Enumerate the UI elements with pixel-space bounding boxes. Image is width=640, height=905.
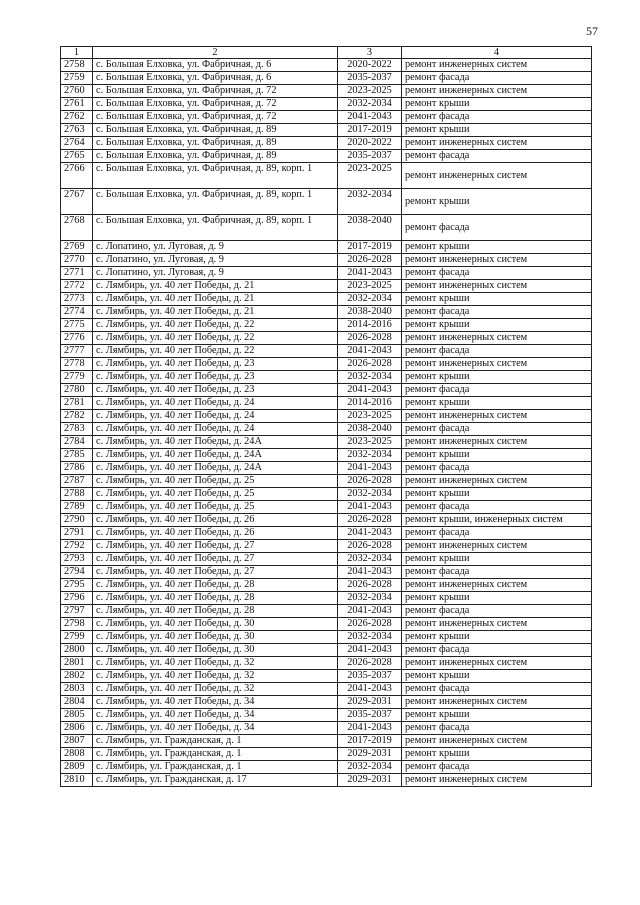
row-work-type: ремонт крыши bbox=[402, 449, 592, 462]
row-address: с. Лямбирь, ул. 40 лет Победы, д. 34 bbox=[93, 709, 338, 722]
row-period: 2026-2028 bbox=[338, 540, 402, 553]
row-number: 2800 bbox=[61, 644, 93, 657]
row-number: 2803 bbox=[61, 683, 93, 696]
table-row bbox=[61, 384, 592, 397]
table-row bbox=[61, 540, 592, 553]
repair-schedule-table bbox=[60, 46, 592, 787]
row-work-type: ремонт крыши bbox=[402, 124, 592, 137]
row-period: 2029-2031 bbox=[338, 696, 402, 709]
row-number: 2795 bbox=[61, 579, 93, 592]
row-work-type: ремонт крыши bbox=[402, 488, 592, 501]
row-work-type: ремонт фасада bbox=[402, 683, 592, 696]
row-work-type: ремонт инженерных систем bbox=[402, 254, 592, 267]
row-number: 2805 bbox=[61, 709, 93, 722]
row-address: с. Лямбирь, ул. Гражданская, д. 17 bbox=[93, 774, 338, 787]
row-number: 2788 bbox=[61, 488, 93, 501]
row-period: 2014-2016 bbox=[338, 397, 402, 410]
row-number: 2810 bbox=[61, 774, 93, 787]
table-row bbox=[61, 761, 592, 774]
row-period: 2017-2019 bbox=[338, 241, 402, 254]
row-number: 2807 bbox=[61, 735, 93, 748]
row-address: с. Лямбирь, ул. 40 лет Победы, д. 32 bbox=[93, 683, 338, 696]
row-work-type: ремонт фасада bbox=[402, 267, 592, 280]
row-work-type: ремонт инженерных систем bbox=[402, 137, 592, 150]
row-period: 2041-2043 bbox=[338, 501, 402, 514]
row-work-type: ремонт фасада bbox=[402, 345, 592, 358]
row-address: с. Лопатино, ул. Луговая, д. 9 bbox=[93, 254, 338, 267]
row-number: 2799 bbox=[61, 631, 93, 644]
row-period: 2026-2028 bbox=[338, 579, 402, 592]
row-period: 2041-2043 bbox=[338, 722, 402, 735]
row-address: с. Лямбирь, ул. 40 лет Победы, д. 21 bbox=[93, 306, 338, 319]
row-number: 2796 bbox=[61, 592, 93, 605]
row-number: 2783 bbox=[61, 423, 93, 436]
row-number: 2790 bbox=[61, 514, 93, 527]
row-address: с. Лямбирь, ул. 40 лет Победы, д. 23 bbox=[93, 371, 338, 384]
row-period: 2038-2040 bbox=[338, 306, 402, 319]
row-address: с. Лямбирь, ул. 40 лет Победы, д. 27 bbox=[93, 566, 338, 579]
row-period: 2041-2043 bbox=[338, 644, 402, 657]
row-period: 2035-2037 bbox=[338, 72, 402, 85]
row-number: 2789 bbox=[61, 501, 93, 514]
row-period: 2026-2028 bbox=[338, 657, 402, 670]
row-period: 2029-2031 bbox=[338, 748, 402, 761]
row-number: 2794 bbox=[61, 566, 93, 579]
row-address: с. Большая Елховка, ул. Фабричная, д. 6 bbox=[93, 72, 338, 85]
table-row bbox=[61, 397, 592, 410]
row-number: 2769 bbox=[61, 241, 93, 254]
row-work-type: ремонт фасада bbox=[402, 644, 592, 657]
table-row bbox=[61, 124, 592, 137]
row-address: с. Большая Елховка, ул. Фабричная, д. 89 bbox=[93, 150, 338, 163]
row-address: с. Лопатино, ул. Луговая, д. 9 bbox=[93, 267, 338, 280]
row-number: 2762 bbox=[61, 111, 93, 124]
row-number: 2774 bbox=[61, 306, 93, 319]
row-period: 2032-2034 bbox=[338, 189, 402, 215]
table-row bbox=[61, 98, 592, 111]
row-address: с. Большая Елховка, ул. Фабричная, д. 89, корп. 1 bbox=[93, 215, 338, 241]
row-number: 2791 bbox=[61, 527, 93, 540]
row-address: с. Лямбирь, ул. 40 лет Победы, д. 26 bbox=[93, 514, 338, 527]
row-period: 2032-2034 bbox=[338, 98, 402, 111]
row-number: 2777 bbox=[61, 345, 93, 358]
row-period: 2026-2028 bbox=[338, 514, 402, 527]
row-period: 2023-2025 bbox=[338, 410, 402, 423]
row-address: с. Лямбирь, ул. 40 лет Победы, д. 30 bbox=[93, 618, 338, 631]
row-period: 2041-2043 bbox=[338, 566, 402, 579]
row-period: 2032-2034 bbox=[338, 761, 402, 774]
row-period: 2032-2034 bbox=[338, 488, 402, 501]
row-work-type: ремонт фасада bbox=[402, 150, 592, 163]
row-address: с. Большая Елховка, ул. Фабричная, д. 6 bbox=[93, 59, 338, 72]
row-address: с. Лямбирь, ул. 40 лет Победы, д. 24 bbox=[93, 423, 338, 436]
row-period: 2026-2028 bbox=[338, 475, 402, 488]
row-number: 2784 bbox=[61, 436, 93, 449]
column-header-address: 2 bbox=[93, 47, 338, 59]
row-work-type: ремонт крыши bbox=[402, 592, 592, 605]
row-address: с. Лямбирь, ул. 40 лет Победы, д. 24А bbox=[93, 449, 338, 462]
row-work-type: ремонт инженерных систем bbox=[402, 163, 592, 189]
row-address: с. Лямбирь, ул. 40 лет Победы, д. 34 bbox=[93, 722, 338, 735]
row-work-type: ремонт инженерных систем bbox=[402, 280, 592, 293]
table-row bbox=[61, 644, 592, 657]
table-row bbox=[61, 592, 592, 605]
row-address: с. Лямбирь, ул. 40 лет Победы, д. 21 bbox=[93, 280, 338, 293]
row-period: 2020-2022 bbox=[338, 137, 402, 150]
row-address: с. Лямбирь, ул. 40 лет Победы, д. 21 bbox=[93, 293, 338, 306]
row-work-type: ремонт инженерных систем bbox=[402, 85, 592, 98]
table-row bbox=[61, 631, 592, 644]
row-work-type: ремонт инженерных систем bbox=[402, 579, 592, 592]
row-work-type: ремонт инженерных систем bbox=[402, 774, 592, 787]
row-period: 2032-2034 bbox=[338, 553, 402, 566]
row-number: 2798 bbox=[61, 618, 93, 631]
row-number: 2792 bbox=[61, 540, 93, 553]
table-row bbox=[61, 293, 592, 306]
row-address: с. Большая Елховка, ул. Фабричная, д. 72 bbox=[93, 98, 338, 111]
row-address: с. Большая Елховка, ул. Фабричная, д. 89 bbox=[93, 124, 338, 137]
table-row bbox=[61, 215, 592, 241]
row-work-type: ремонт крыши bbox=[402, 241, 592, 254]
row-period: 2041-2043 bbox=[338, 683, 402, 696]
row-period: 2041-2043 bbox=[338, 462, 402, 475]
table-row bbox=[61, 280, 592, 293]
row-number: 2778 bbox=[61, 358, 93, 371]
row-address: с. Лямбирь, ул. 40 лет Победы, д. 32 bbox=[93, 670, 338, 683]
row-work-type: ремонт крыши bbox=[402, 553, 592, 566]
row-number: 2759 bbox=[61, 72, 93, 85]
table-row bbox=[61, 462, 592, 475]
row-address: с. Лямбирь, ул. 40 лет Победы, д. 27 bbox=[93, 553, 338, 566]
row-address: с. Лямбирь, ул. 40 лет Победы, д. 25 bbox=[93, 488, 338, 501]
row-period: 2023-2025 bbox=[338, 436, 402, 449]
table-row bbox=[61, 72, 592, 85]
row-address: с. Лямбирь, ул. 40 лет Победы, д. 25 bbox=[93, 475, 338, 488]
row-address: с. Большая Елховка, ул. Фабричная, д. 89 bbox=[93, 137, 338, 150]
row-work-type: ремонт фасада bbox=[402, 111, 592, 124]
row-work-type: ремонт фасада bbox=[402, 605, 592, 618]
row-number: 2758 bbox=[61, 59, 93, 72]
table-row bbox=[61, 722, 592, 735]
row-work-type: ремонт инженерных систем bbox=[402, 540, 592, 553]
row-number: 2781 bbox=[61, 397, 93, 410]
table-row bbox=[61, 605, 592, 618]
row-period: 2032-2034 bbox=[338, 592, 402, 605]
row-number: 2785 bbox=[61, 449, 93, 462]
table-row bbox=[61, 748, 592, 761]
table-row bbox=[61, 514, 592, 527]
row-period: 2026-2028 bbox=[338, 332, 402, 345]
row-address: с. Большая Елховка, ул. Фабричная, д. 72 bbox=[93, 111, 338, 124]
row-address: с. Лямбирь, ул. 40 лет Победы, д. 22 bbox=[93, 345, 338, 358]
column-header-period: 3 bbox=[338, 47, 402, 59]
table-row bbox=[61, 527, 592, 540]
row-number: 2760 bbox=[61, 85, 93, 98]
page-number: 57 bbox=[586, 24, 598, 38]
row-period: 2041-2043 bbox=[338, 267, 402, 280]
row-period: 2032-2034 bbox=[338, 371, 402, 384]
table-row bbox=[61, 449, 592, 462]
row-period: 2038-2040 bbox=[338, 423, 402, 436]
row-number: 2806 bbox=[61, 722, 93, 735]
row-address: с. Лямбирь, ул. 40 лет Победы, д. 23 bbox=[93, 384, 338, 397]
row-work-type: ремонт крыши bbox=[402, 319, 592, 332]
row-period: 2017-2019 bbox=[338, 124, 402, 137]
row-period: 2023-2025 bbox=[338, 280, 402, 293]
row-number: 2787 bbox=[61, 475, 93, 488]
row-period: 2020-2022 bbox=[338, 59, 402, 72]
row-number: 2779 bbox=[61, 371, 93, 384]
row-address: с. Лямбирь, ул. 40 лет Победы, д. 23 bbox=[93, 358, 338, 371]
row-number: 2808 bbox=[61, 748, 93, 761]
table-row bbox=[61, 189, 592, 215]
row-period: 2035-2037 bbox=[338, 150, 402, 163]
row-address: с. Лямбирь, ул. Гражданская, д. 1 bbox=[93, 748, 338, 761]
row-number: 2763 bbox=[61, 124, 93, 137]
row-work-type: ремонт инженерных систем bbox=[402, 618, 592, 631]
table-row bbox=[61, 345, 592, 358]
row-period: 2014-2016 bbox=[338, 319, 402, 332]
row-work-type: ремонт инженерных систем bbox=[402, 436, 592, 449]
row-work-type: ремонт фасада bbox=[402, 761, 592, 774]
table-row bbox=[61, 254, 592, 267]
row-address: с. Лямбирь, ул. 40 лет Победы, д. 28 bbox=[93, 605, 338, 618]
column-header-work: 4 bbox=[402, 47, 592, 59]
row-address: с. Лямбирь, ул. 40 лет Победы, д. 30 bbox=[93, 631, 338, 644]
row-address: с. Лямбирь, ул. 40 лет Победы, д. 25 bbox=[93, 501, 338, 514]
table-row bbox=[61, 410, 592, 423]
row-number: 2766 bbox=[61, 163, 93, 189]
table-row bbox=[61, 735, 592, 748]
row-period: 2023-2025 bbox=[338, 85, 402, 98]
row-work-type: ремонт инженерных систем bbox=[402, 735, 592, 748]
table-body bbox=[61, 59, 592, 787]
table-row bbox=[61, 358, 592, 371]
row-period: 2032-2034 bbox=[338, 631, 402, 644]
row-period: 2035-2037 bbox=[338, 709, 402, 722]
row-work-type: ремонт крыши, инженерных систем bbox=[402, 514, 592, 527]
table-row bbox=[61, 683, 592, 696]
table-row bbox=[61, 137, 592, 150]
row-number: 2776 bbox=[61, 332, 93, 345]
row-number: 2780 bbox=[61, 384, 93, 397]
row-number: 2775 bbox=[61, 319, 93, 332]
row-work-type: ремонт инженерных систем bbox=[402, 696, 592, 709]
table-header-row bbox=[61, 47, 592, 59]
row-work-type: ремонт инженерных систем bbox=[402, 332, 592, 345]
row-work-type: ремонт фасада bbox=[402, 462, 592, 475]
row-number: 2804 bbox=[61, 696, 93, 709]
table-row bbox=[61, 111, 592, 124]
row-period: 2026-2028 bbox=[338, 618, 402, 631]
table-row bbox=[61, 371, 592, 384]
row-period: 2041-2043 bbox=[338, 345, 402, 358]
row-work-type: ремонт фасада bbox=[402, 423, 592, 436]
row-work-type: ремонт крыши bbox=[402, 98, 592, 111]
row-number: 2793 bbox=[61, 553, 93, 566]
row-period: 2041-2043 bbox=[338, 605, 402, 618]
row-period: 2026-2028 bbox=[338, 358, 402, 371]
table-row bbox=[61, 618, 592, 631]
row-work-type: ремонт крыши bbox=[402, 371, 592, 384]
row-work-type: ремонт инженерных систем bbox=[402, 410, 592, 423]
row-period: 2032-2034 bbox=[338, 449, 402, 462]
row-period: 2023-2025 bbox=[338, 163, 402, 189]
table-row bbox=[61, 696, 592, 709]
table-row bbox=[61, 267, 592, 280]
row-work-type: ремонт инженерных систем bbox=[402, 657, 592, 670]
row-number: 2768 bbox=[61, 215, 93, 241]
row-number: 2801 bbox=[61, 657, 93, 670]
row-work-type: ремонт фасада bbox=[402, 72, 592, 85]
row-address: с. Лямбирь, ул. 40 лет Победы, д. 34 bbox=[93, 696, 338, 709]
table-row bbox=[61, 423, 592, 436]
row-work-type: ремонт крыши bbox=[402, 189, 592, 215]
row-number: 2765 bbox=[61, 150, 93, 163]
row-number: 2771 bbox=[61, 267, 93, 280]
row-number: 2786 bbox=[61, 462, 93, 475]
row-address: с. Лямбирь, ул. 40 лет Победы, д. 32 bbox=[93, 657, 338, 670]
table-row bbox=[61, 566, 592, 579]
row-address: с. Лямбирь, ул. Гражданская, д. 1 bbox=[93, 761, 338, 774]
row-period: 2041-2043 bbox=[338, 384, 402, 397]
column-header-number: 1 bbox=[61, 47, 93, 59]
row-work-type: ремонт крыши bbox=[402, 631, 592, 644]
row-number: 2773 bbox=[61, 293, 93, 306]
row-address: с. Лямбирь, ул. 40 лет Победы, д. 22 bbox=[93, 319, 338, 332]
row-period: 2035-2037 bbox=[338, 670, 402, 683]
row-work-type: ремонт инженерных систем bbox=[402, 475, 592, 488]
row-number: 2767 bbox=[61, 189, 93, 215]
table-row bbox=[61, 774, 592, 787]
row-work-type: ремонт фасада bbox=[402, 501, 592, 514]
row-address: с. Большая Елховка, ул. Фабричная, д. 89, корп. 1 bbox=[93, 189, 338, 215]
row-address: с. Большая Елховка, ул. Фабричная, д. 72 bbox=[93, 85, 338, 98]
table-row bbox=[61, 579, 592, 592]
row-work-type: ремонт инженерных систем bbox=[402, 59, 592, 72]
row-work-type: ремонт фасада bbox=[402, 306, 592, 319]
row-number: 2764 bbox=[61, 137, 93, 150]
row-work-type: ремонт фасада bbox=[402, 722, 592, 735]
row-number: 2802 bbox=[61, 670, 93, 683]
table-row bbox=[61, 319, 592, 332]
row-address: с. Лямбирь, ул. 40 лет Победы, д. 26 bbox=[93, 527, 338, 540]
row-work-type: ремонт фасада bbox=[402, 566, 592, 579]
row-number: 2797 bbox=[61, 605, 93, 618]
table-row bbox=[61, 436, 592, 449]
table-row bbox=[61, 670, 592, 683]
row-address: с. Лямбирь, ул. 40 лет Победы, д. 27 bbox=[93, 540, 338, 553]
table-row bbox=[61, 85, 592, 98]
row-work-type: ремонт крыши bbox=[402, 670, 592, 683]
table-row bbox=[61, 553, 592, 566]
table-row bbox=[61, 475, 592, 488]
table-row bbox=[61, 709, 592, 722]
row-work-type: ремонт крыши bbox=[402, 397, 592, 410]
row-period: 2041-2043 bbox=[338, 527, 402, 540]
row-address: с. Лопатино, ул. Луговая, д. 9 bbox=[93, 241, 338, 254]
row-address: с. Лямбирь, ул. 40 лет Победы, д. 24А bbox=[93, 436, 338, 449]
table-row bbox=[61, 163, 592, 189]
row-address: с. Лямбирь, ул. 40 лет Победы, д. 24 bbox=[93, 410, 338, 423]
row-number: 2772 bbox=[61, 280, 93, 293]
row-work-type: ремонт крыши bbox=[402, 293, 592, 306]
row-work-type: ремонт фасада bbox=[402, 215, 592, 241]
row-number: 2809 bbox=[61, 761, 93, 774]
row-work-type: ремонт крыши bbox=[402, 709, 592, 722]
table-row bbox=[61, 306, 592, 319]
row-work-type: ремонт фасада bbox=[402, 384, 592, 397]
row-work-type: ремонт крыши bbox=[402, 748, 592, 761]
row-address: с. Лямбирь, ул. 40 лет Победы, д. 24А bbox=[93, 462, 338, 475]
table-row bbox=[61, 488, 592, 501]
row-address: с. Лямбирь, ул. 40 лет Победы, д. 28 bbox=[93, 592, 338, 605]
table-row bbox=[61, 241, 592, 254]
table-row bbox=[61, 332, 592, 345]
table-row bbox=[61, 501, 592, 514]
row-address: с. Лямбирь, ул. 40 лет Победы, д. 22 bbox=[93, 332, 338, 345]
row-address: с. Лямбирь, ул. 40 лет Победы, д. 30 bbox=[93, 644, 338, 657]
row-number: 2782 bbox=[61, 410, 93, 423]
row-work-type: ремонт инженерных систем bbox=[402, 358, 592, 371]
row-period: 2041-2043 bbox=[338, 111, 402, 124]
row-address: с. Лямбирь, ул. Гражданская, д. 1 bbox=[93, 735, 338, 748]
row-work-type: ремонт фасада bbox=[402, 527, 592, 540]
table-row bbox=[61, 59, 592, 72]
table-row bbox=[61, 150, 592, 163]
row-period: 2029-2031 bbox=[338, 774, 402, 787]
row-period: 2026-2028 bbox=[338, 254, 402, 267]
row-period: 2017-2019 bbox=[338, 735, 402, 748]
row-period: 2038-2040 bbox=[338, 215, 402, 241]
row-address: с. Лямбирь, ул. 40 лет Победы, д. 28 bbox=[93, 579, 338, 592]
row-number: 2770 bbox=[61, 254, 93, 267]
row-address: с. Большая Елховка, ул. Фабричная, д. 89, корп. 1 bbox=[93, 163, 338, 189]
row-address: с. Лямбирь, ул. 40 лет Победы, д. 24 bbox=[93, 397, 338, 410]
row-number: 2761 bbox=[61, 98, 93, 111]
row-period: 2032-2034 bbox=[338, 293, 402, 306]
table-row bbox=[61, 657, 592, 670]
